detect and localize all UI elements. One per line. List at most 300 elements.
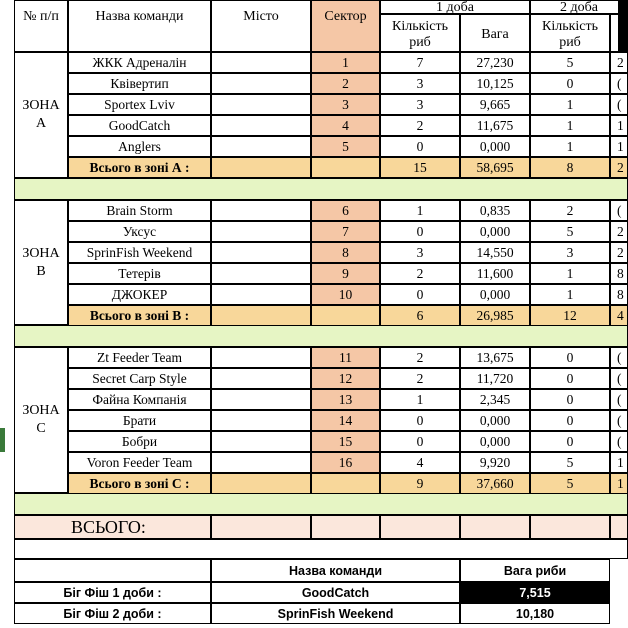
zoneC-row4-count2	[530, 431, 610, 452]
zoneB-row4-city	[211, 284, 311, 305]
grand-total-sector	[311, 515, 380, 539]
zoneC-row2-count	[380, 389, 460, 410]
zoneC-row2-weight-text: 2,345	[479, 391, 511, 407]
bigfish-label-1	[14, 582, 211, 603]
zoneC-row3-weight-text: 0,000	[479, 412, 511, 428]
zoneB-row0-count	[380, 200, 460, 221]
zoneA-row1-city	[211, 73, 311, 94]
header-day1	[380, 0, 530, 14]
zoneC-row1-sector-text: 12	[338, 370, 353, 386]
zoneB-row0-w2	[610, 200, 628, 221]
zoneC-row5-count2	[530, 452, 610, 473]
zoneA-row4-count	[380, 136, 460, 157]
zoneA-row0-count2-text: 5	[566, 54, 574, 70]
grand-total-weight	[460, 515, 530, 539]
zoneC-total-w2	[610, 473, 628, 494]
zoneB-row2-team	[68, 242, 211, 263]
header-day2	[530, 0, 628, 14]
zoneC-row0-count2-text: 0	[566, 349, 574, 365]
zoneA-row2-team	[68, 94, 211, 115]
zoneC-row1-weight-text: 11,720	[476, 370, 514, 386]
zoneA-total-weight-text: 58,695	[476, 159, 514, 175]
zoneB-row2-count	[380, 242, 460, 263]
zoneB-row1-w2	[610, 221, 628, 242]
zoneA-row0-count2	[530, 52, 610, 73]
zoneA-row1-weight-text: 10,125	[476, 75, 514, 91]
zoneC-row5-team	[68, 452, 211, 473]
zoneA-row2-count2	[530, 94, 610, 115]
zoneB-row4-w2-text: 8	[617, 286, 624, 302]
zoneC-row0-w2	[610, 347, 628, 368]
zoneB-row3-count	[380, 263, 460, 284]
zoneB-row1-team	[68, 221, 211, 242]
zoneA-row2-count	[380, 94, 460, 115]
zoneC-row3-count2	[530, 410, 610, 431]
zoneB-row0-team-text: Brain Storm	[106, 202, 173, 218]
zoneB-total-count2	[530, 305, 610, 326]
zoneB-row0-weight	[460, 200, 530, 221]
zoneC-row0-count-text: 2	[416, 349, 424, 365]
zoneA-row4-sector	[311, 136, 380, 157]
zoneB-row2-count-text: 3	[416, 244, 424, 260]
zoneA-row2-weight	[460, 94, 530, 115]
zoneA-row3-w2	[610, 115, 628, 136]
zoneB-row1-sector-text: 7	[342, 223, 349, 239]
bigfish-weight-2	[460, 603, 610, 624]
zoneA-total-count	[380, 157, 460, 178]
spacer-row	[14, 539, 628, 559]
zoneA-total-count2	[530, 157, 610, 178]
header-count2-label: Кількість риб	[541, 19, 598, 50]
zoneB-row2-count2-text: 3	[566, 244, 574, 260]
zone-a-word: ЗОНА	[22, 98, 60, 113]
zoneC-total-count2	[530, 473, 610, 494]
zoneB-row4-weight	[460, 284, 530, 305]
zoneA-row4-w2	[610, 136, 628, 157]
bigfish-label-2-text: Біг Фіш 2 доби :	[63, 606, 162, 621]
zoneA-row3-city	[211, 115, 311, 136]
zoneB-total-count2-text: 12	[563, 307, 577, 323]
zoneB-row2-w2	[610, 242, 628, 263]
zoneA-row4-city	[211, 136, 311, 157]
header-num-label: № п/п	[23, 9, 59, 24]
zoneA-row3-sector-text: 4	[342, 117, 349, 133]
zoneA-row2-weight-text: 9,665	[479, 96, 511, 112]
zoneB-total-weight-text: 26,985	[476, 307, 514, 323]
header-team-label: Назва команди	[95, 9, 184, 24]
header-sector	[311, 0, 380, 52]
zoneC-row5-city	[211, 452, 311, 473]
zoneC-row1-sector	[311, 368, 380, 389]
header-count2	[530, 14, 610, 52]
zoneB-row3-count2	[530, 263, 610, 284]
header-city-label: Місто	[243, 9, 279, 24]
zoneB-row3-city	[211, 263, 311, 284]
zoneA-row1-weight	[460, 73, 530, 94]
zoneC-row0-count2	[530, 347, 610, 368]
zoneA-total-label	[68, 157, 211, 178]
header-weight-label: Вага	[481, 27, 509, 42]
zoneC-row1-count2-text: 0	[566, 370, 574, 386]
zoneB-row1-count	[380, 221, 460, 242]
zoneB-total-label	[68, 305, 211, 326]
zoneC-total-weight-text: 37,660	[476, 475, 514, 491]
zoneA-row3-team-text: GoodCatch	[108, 117, 171, 133]
zoneC-row2-w2-text: (	[617, 391, 622, 407]
zoneA-row0-w2-text: 2	[617, 54, 624, 70]
zoneB-row1-sector	[311, 221, 380, 242]
zoneA-row2-w2-text: (	[617, 96, 622, 112]
bigfish-header-weight	[460, 559, 610, 582]
zoneA-row3-count-text: 2	[416, 117, 424, 133]
zoneC-row0-weight-text: 13,675	[476, 349, 514, 365]
zoneA-row1-count2	[530, 73, 610, 94]
zoneB-row4-count-text: 0	[416, 286, 424, 302]
zoneC-row2-sector	[311, 389, 380, 410]
zoneB-row3-weight-text: 11,600	[476, 265, 514, 281]
zoneC-row0-team	[68, 347, 211, 368]
zoneB-row4-weight-text: 0,000	[479, 286, 511, 302]
zoneA-row0-team	[68, 52, 211, 73]
zoneB-row3-w2-text: 8	[617, 265, 624, 281]
zoneC-row1-weight	[460, 368, 530, 389]
header-day2-label: 2 доба	[560, 0, 598, 15]
zoneC-row2-city	[211, 389, 311, 410]
zoneA-row0-weight	[460, 52, 530, 73]
zoneB-row3-w2	[610, 263, 628, 284]
zoneB-row0-w2-text: (	[617, 202, 622, 218]
zoneC-row3-count	[380, 410, 460, 431]
zoneB-row4-count	[380, 284, 460, 305]
zoneA-row2-team-text: Sportex Lviv	[104, 96, 175, 112]
grand-total-count2	[530, 515, 610, 539]
zone-a-divider	[14, 178, 628, 200]
bigfish-weight-1	[460, 582, 610, 603]
zoneB-total-count	[380, 305, 460, 326]
row-marker	[0, 428, 5, 452]
zoneB-row2-sector	[311, 242, 380, 263]
zoneA-row2-city	[211, 94, 311, 115]
zoneC-total-count-text: 9	[416, 475, 424, 491]
zoneA-total-count2-text: 8	[566, 159, 574, 175]
zoneC-row2-count2	[530, 389, 610, 410]
zoneA-row0-city	[211, 52, 311, 73]
zoneA-row3-weight-text: 11,675	[476, 117, 514, 133]
zoneA-row4-weight	[460, 136, 530, 157]
zoneB-row0-count-text: 1	[416, 202, 424, 218]
zoneA-row3-count2	[530, 115, 610, 136]
zoneB-row1-count-text: 0	[416, 223, 424, 239]
zoneB-row1-count2	[530, 221, 610, 242]
zoneB-row0-sector	[311, 200, 380, 221]
zoneB-row0-team	[68, 200, 211, 221]
zoneC-row0-team-text: Zt Feeder Team	[96, 349, 183, 365]
zoneB-row2-team-text: SprinFish Weekend	[86, 244, 193, 260]
zoneB-row4-sector-text: 10	[338, 286, 353, 302]
zoneC-row3-count-text: 0	[416, 412, 424, 428]
grand-total-count	[380, 515, 460, 539]
zoneA-total-w2-text: 2	[617, 159, 624, 175]
zoneB-row1-weight-text: 0,000	[479, 223, 511, 239]
zoneB-row2-weight	[460, 242, 530, 263]
zoneA-row1-count-text: 3	[416, 75, 424, 91]
right-edge	[618, 0, 628, 52]
zoneB-row3-weight	[460, 263, 530, 284]
zoneB-row0-city	[211, 200, 311, 221]
zoneB-row4-team-text: ДЖОКЕР	[111, 286, 168, 302]
zoneA-row3-count2-text: 1	[566, 117, 574, 133]
bigfish-header-team	[211, 559, 460, 582]
zoneA-row2-sector	[311, 94, 380, 115]
zoneC-row3-w2-text: (	[617, 412, 622, 428]
zoneC-row4-team-text: Бобри	[121, 433, 158, 449]
zoneC-total-city	[211, 473, 311, 494]
zoneC-total-count2-text: 5	[566, 475, 574, 491]
zoneB-total-city	[211, 305, 311, 326]
zoneB-total-sector	[311, 305, 380, 326]
zoneC-row4-city	[211, 431, 311, 452]
zoneA-row0-sector-text: 1	[342, 54, 349, 70]
zoneC-row5-sector-text: 16	[338, 454, 353, 470]
zoneA-row4-team	[68, 136, 211, 157]
zoneC-row2-team-text: Файна Компанія	[92, 391, 187, 407]
zoneC-row4-count-text: 0	[416, 433, 424, 449]
grand-total-city	[211, 515, 311, 539]
zoneB-total-weight	[460, 305, 530, 326]
grand-total-text: ВСЬОГО:	[71, 516, 146, 537]
bigfish-team-1-text: GoodCatch	[301, 585, 370, 600]
bigfish-label-1-text: Біг Фіш 1 доби :	[63, 585, 162, 600]
zoneC-row0-city	[211, 347, 311, 368]
header-sector-label: Сектор	[324, 9, 367, 24]
zone-b-word: ЗОНА	[22, 245, 60, 261]
zoneC-row5-count2-text: 5	[566, 454, 574, 470]
zoneC-row5-sector	[311, 452, 380, 473]
zoneC-row5-weight-text: 9,920	[479, 454, 511, 470]
header-city	[211, 0, 311, 52]
zoneC-total-label	[68, 473, 211, 494]
zoneC-total-weight	[460, 473, 530, 494]
zoneB-row2-w2-text: 2	[617, 244, 624, 260]
zoneC-row4-sector-text: 15	[338, 433, 353, 449]
zoneA-row4-weight-text: 0,000	[479, 138, 511, 154]
zoneA-row2-sector-text: 3	[342, 96, 349, 112]
zoneC-row4-w2-text: (	[617, 433, 622, 449]
zoneB-total-w2	[610, 305, 628, 326]
zoneA-row4-w2-text: 1	[617, 138, 624, 154]
zoneA-total-sector	[311, 157, 380, 178]
zoneC-row0-sector	[311, 347, 380, 368]
zoneA-row0-sector	[311, 52, 380, 73]
zoneB-row4-w2	[610, 284, 628, 305]
zoneB-row4-count2-text: 1	[566, 286, 574, 302]
zoneA-row3-weight	[460, 115, 530, 136]
zoneC-row1-city	[211, 368, 311, 389]
zoneC-row0-count	[380, 347, 460, 368]
zoneC-row3-w2	[610, 410, 628, 431]
zone-a-label	[14, 52, 68, 178]
zoneB-row3-sector-text: 9	[342, 265, 349, 281]
zoneA-total-city	[211, 157, 311, 178]
zoneC-row5-w2	[610, 452, 628, 473]
zoneC-row0-w2-text: (	[617, 349, 622, 365]
zoneC-row5-w2-text: 1	[617, 454, 624, 470]
zone-c-word: ЗОНА	[22, 403, 60, 418]
zoneA-total-weight	[460, 157, 530, 178]
zoneA-row1-w2-text: (	[617, 75, 622, 91]
zoneA-row3-count	[380, 115, 460, 136]
zoneA-row4-count-text: 0	[416, 138, 424, 154]
zone-c-divider	[14, 493, 628, 515]
zoneA-row1-count	[380, 73, 460, 94]
zoneC-row2-team	[68, 389, 211, 410]
zoneB-row3-team	[68, 263, 211, 284]
bigfish-team-2	[211, 603, 460, 624]
zoneC-row4-count2-text: 0	[566, 433, 574, 449]
zoneC-row1-count	[380, 368, 460, 389]
bigfish-weight-1-text: 7,515	[519, 585, 551, 600]
zoneB-row1-count2-text: 5	[566, 223, 574, 239]
zoneA-row3-w2-text: 1	[617, 117, 624, 133]
zone-c-letter: С	[36, 421, 46, 436]
zoneB-row3-count2-text: 1	[566, 265, 574, 281]
zoneA-row2-w2	[610, 94, 628, 115]
zoneC-total-sector	[311, 473, 380, 494]
zoneA-row2-count-text: 3	[416, 96, 424, 112]
zoneC-row5-count	[380, 452, 460, 473]
header-weight	[460, 14, 530, 52]
zoneB-row3-sector	[311, 263, 380, 284]
header-team	[68, 0, 211, 52]
bigfish-label-2	[14, 603, 211, 624]
zoneC-row5-weight	[460, 452, 530, 473]
zoneA-total-label-text: Всього в зоні А :	[89, 159, 190, 175]
zoneB-row1-team-text: Уксус	[122, 223, 157, 239]
zoneC-row0-weight	[460, 347, 530, 368]
zoneC-row3-sector	[311, 410, 380, 431]
zoneC-row4-sector	[311, 431, 380, 452]
zoneB-row0-count2	[530, 200, 610, 221]
zoneA-total-w2	[610, 157, 628, 178]
bigfish-weight-2-text: 10,180	[515, 606, 555, 621]
zoneB-row1-w2-text: 2	[617, 223, 624, 239]
bigfish-header-blank	[14, 559, 211, 582]
zoneA-row4-count2	[530, 136, 610, 157]
zone-b-letter: В	[36, 263, 46, 279]
grand-total-weight2	[610, 515, 628, 539]
zone-a-letter: А	[35, 116, 47, 131]
zoneA-row0-team-text: ЖКК Адреналін	[92, 54, 187, 70]
zoneC-row3-city	[211, 410, 311, 431]
zoneC-row2-weight	[460, 389, 530, 410]
zoneB-row0-count2-text: 2	[566, 202, 574, 218]
zoneB-row1-weight	[460, 221, 530, 242]
grand-total-label	[14, 515, 211, 539]
zoneC-row4-weight	[460, 431, 530, 452]
zoneC-row1-team-text: Secret Carp Style	[92, 370, 187, 386]
zoneB-row2-count2	[530, 242, 610, 263]
zone-b-label	[14, 200, 68, 325]
zoneB-total-count-text: 6	[416, 307, 424, 323]
zoneA-row1-sector-text: 2	[342, 75, 349, 91]
zoneB-row1-city	[211, 221, 311, 242]
header-num	[14, 0, 68, 52]
header-count-label: Кількість риб	[391, 19, 448, 50]
zoneC-row5-team-text: Voron Feeder Team	[86, 454, 193, 470]
zoneA-row3-team	[68, 115, 211, 136]
zone-c-label	[14, 347, 68, 493]
zoneC-row2-count2-text: 0	[566, 391, 574, 407]
zoneA-row4-sector-text: 5	[342, 138, 349, 154]
zoneC-row4-weight-text: 0,000	[479, 433, 511, 449]
zone-b-divider	[14, 325, 628, 347]
zoneA-row1-count2-text: 0	[566, 75, 574, 91]
zoneC-row2-count-text: 1	[416, 391, 424, 407]
zoneC-row4-w2	[610, 431, 628, 452]
zoneB-row0-weight-text: 0,835	[479, 202, 511, 218]
zoneA-row4-team-text: Anglers	[118, 138, 161, 154]
zoneC-row0-sector-text: 11	[339, 349, 352, 365]
header-day1-label: 1 доба	[436, 0, 474, 15]
zoneA-row4-count2-text: 1	[566, 138, 574, 154]
zoneB-row4-sector	[311, 284, 380, 305]
bigfish-header-weight-text: Вага риби	[503, 563, 567, 578]
zoneB-row2-city	[211, 242, 311, 263]
zoneC-total-label-text: Всього в зоні С :	[89, 475, 190, 491]
zoneC-total-count	[380, 473, 460, 494]
zoneA-row0-count	[380, 52, 460, 73]
zoneA-row2-count2-text: 1	[566, 96, 574, 112]
zoneB-total-w2-text: 4	[617, 307, 624, 323]
zoneB-row3-team-text: Тетерів	[118, 265, 161, 281]
bigfish-team-1	[211, 582, 460, 603]
bigfish-header-team-text: Назва команди	[288, 563, 383, 578]
zoneB-row0-sector-text: 6	[342, 202, 349, 218]
zoneA-row0-w2	[610, 52, 628, 73]
zoneC-row3-weight	[460, 410, 530, 431]
zoneA-row0-count-text: 7	[416, 54, 424, 70]
zoneA-row1-sector	[311, 73, 380, 94]
zoneA-row1-team-text: Квівертип	[110, 75, 169, 91]
zoneB-row3-count-text: 2	[416, 265, 424, 281]
zoneC-row1-team	[68, 368, 211, 389]
zoneC-row2-w2	[610, 389, 628, 410]
zoneB-row2-weight-text: 14,550	[476, 244, 514, 260]
zoneC-total-w2-text: 1	[617, 475, 624, 491]
zoneB-row2-sector-text: 8	[342, 244, 349, 260]
zoneC-row4-count	[380, 431, 460, 452]
header-count	[380, 14, 460, 52]
zoneC-row3-count2-text: 0	[566, 412, 574, 428]
zoneC-row1-w2	[610, 368, 628, 389]
zoneC-row3-team-text: Брати	[122, 412, 157, 428]
zoneC-row5-count-text: 4	[416, 454, 424, 470]
zoneC-row3-sector-text: 14	[338, 412, 353, 428]
zoneC-row2-sector-text: 13	[338, 391, 353, 407]
zoneA-row3-sector	[311, 115, 380, 136]
zoneC-row1-w2-text: (	[617, 370, 622, 386]
zoneC-row3-team	[68, 410, 211, 431]
zoneC-row4-team	[68, 431, 211, 452]
zoneA-row0-weight-text: 27,230	[476, 54, 514, 70]
zoneC-row1-count-text: 2	[416, 370, 424, 386]
zoneB-total-label-text: Всього в зоні В :	[89, 307, 190, 323]
bigfish-team-2-text: SprinFish Weekend	[277, 606, 394, 621]
zoneA-row1-team	[68, 73, 211, 94]
zoneA-row1-w2	[610, 73, 628, 94]
zoneB-row4-team	[68, 284, 211, 305]
zoneB-row4-count2	[530, 284, 610, 305]
